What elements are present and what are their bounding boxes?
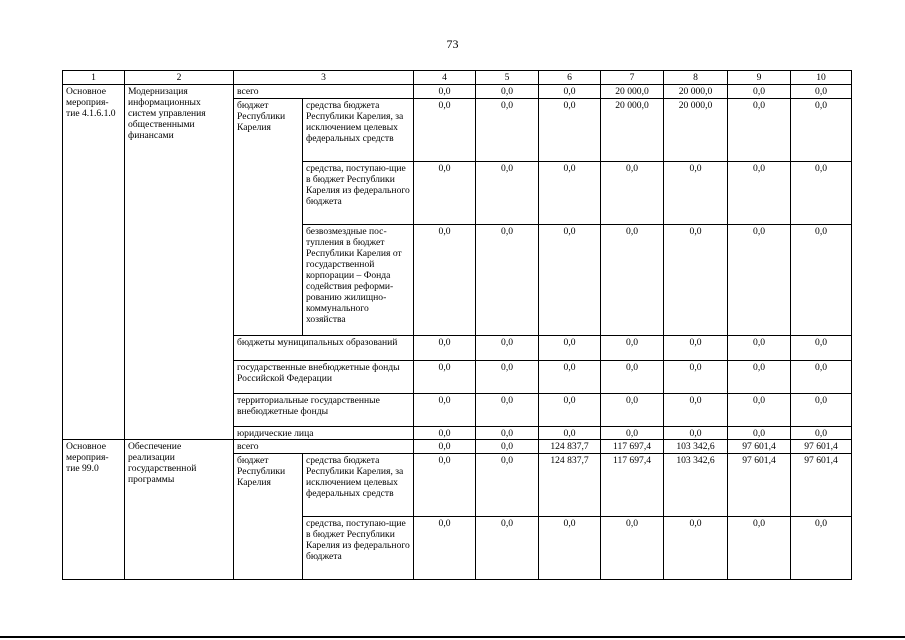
value-cell: 124 837,7 xyxy=(539,454,601,517)
column-number: 7 xyxy=(601,71,664,85)
value-cell: 0,0 xyxy=(791,162,852,225)
page-bottom-rule xyxy=(0,636,905,638)
value-cell: 0,0 xyxy=(476,99,539,162)
value-cell: 0,0 xyxy=(414,225,476,336)
value-cell: 0,0 xyxy=(539,394,601,427)
value-cell: 0,0 xyxy=(601,361,664,394)
value-cell: 0,0 xyxy=(476,394,539,427)
value-cell: 97 601,4 xyxy=(728,454,791,517)
value-cell: 0,0 xyxy=(601,517,664,580)
value-cell: 117 697,4 xyxy=(601,440,664,454)
source-label: всего xyxy=(234,85,414,99)
value-cell: 0,0 xyxy=(664,336,728,361)
value-cell: 0,0 xyxy=(414,85,476,99)
value-cell: 0,0 xyxy=(664,361,728,394)
column-number-row xyxy=(63,71,852,85)
value-cell: 0,0 xyxy=(414,427,476,440)
source-label: безвозмездные пос-тупления в бюджет Республики Карелия от государственной корпорации – Фонда содействия реформи-рованию жилищно-коммунального хозяйства xyxy=(303,225,414,336)
value-cell: 0,0 xyxy=(476,440,539,454)
table-row xyxy=(63,440,852,454)
value-cell: 0,0 xyxy=(539,99,601,162)
value-cell: 0,0 xyxy=(414,361,476,394)
event-name: Модернизация информационных систем управления общественными финансами xyxy=(125,85,234,440)
value-cell: 0,0 xyxy=(476,225,539,336)
budget-label: бюджет Республики Карелия xyxy=(234,99,303,336)
source-label: территориальные государственные внебюджетные фонды xyxy=(234,394,414,427)
column-number: 5 xyxy=(476,71,539,85)
value-cell: 0,0 xyxy=(414,99,476,162)
column-number: 10 xyxy=(791,71,852,85)
value-cell: 0,0 xyxy=(664,517,728,580)
source-label: средства, поступаю-щие в бюджет Республики Карелия из федерального бюджета xyxy=(303,517,414,580)
column-number: 6 xyxy=(539,71,601,85)
value-cell: 0,0 xyxy=(539,162,601,225)
value-cell: 0,0 xyxy=(601,225,664,336)
table-row xyxy=(63,85,852,99)
value-cell: 0,0 xyxy=(476,85,539,99)
value-cell: 0,0 xyxy=(791,394,852,427)
value-cell: 97 601,4 xyxy=(791,440,852,454)
value-cell: 0,0 xyxy=(476,427,539,440)
value-cell: 117 697,4 xyxy=(601,454,664,517)
value-cell: 0,0 xyxy=(791,99,852,162)
value-cell: 0,0 xyxy=(539,225,601,336)
value-cell: 0,0 xyxy=(539,85,601,99)
source-label: государственные внебюджетные фонды Российской Федерации xyxy=(234,361,414,394)
value-cell: 97 601,4 xyxy=(791,454,852,517)
value-cell: 103 342,6 xyxy=(664,440,728,454)
column-number: 3 xyxy=(234,71,414,85)
value-cell: 0,0 xyxy=(791,225,852,336)
value-cell: 0,0 xyxy=(791,517,852,580)
source-label: бюджеты муниципальных образований xyxy=(234,336,414,361)
value-cell: 0,0 xyxy=(791,336,852,361)
source-label: юридические лица xyxy=(234,427,414,440)
source-label: средства, поступаю-щие в бюджет Республики Карелия из федерального бюджета xyxy=(303,162,414,225)
column-number: 2 xyxy=(125,71,234,85)
value-cell: 20 000,0 xyxy=(601,99,664,162)
value-cell: 0,0 xyxy=(791,361,852,394)
value-cell: 20 000,0 xyxy=(664,85,728,99)
value-cell: 0,0 xyxy=(601,162,664,225)
source-label: средства бюджета Республики Карелия, за исключением целевых федеральных средств xyxy=(303,99,414,162)
source-label: всего xyxy=(234,440,414,454)
value-cell: 0,0 xyxy=(728,85,791,99)
budget-label: бюджет Республики Карелия xyxy=(234,454,303,580)
value-cell: 0,0 xyxy=(476,336,539,361)
value-cell: 0,0 xyxy=(414,454,476,517)
event-name: Обеспечение реализации государственной программы xyxy=(125,440,234,580)
value-cell: 0,0 xyxy=(728,361,791,394)
value-cell: 0,0 xyxy=(476,162,539,225)
value-cell: 0,0 xyxy=(664,427,728,440)
value-cell: 0,0 xyxy=(414,517,476,580)
value-cell: 97 601,4 xyxy=(728,440,791,454)
value-cell: 0,0 xyxy=(728,394,791,427)
budget-table xyxy=(62,70,852,580)
column-number: 1 xyxy=(63,71,125,85)
value-cell: 0,0 xyxy=(414,394,476,427)
value-cell: 0,0 xyxy=(539,427,601,440)
value-cell: 0,0 xyxy=(414,162,476,225)
column-number: 8 xyxy=(664,71,728,85)
column-number: 9 xyxy=(728,71,791,85)
value-cell: 0,0 xyxy=(664,162,728,225)
value-cell: 0,0 xyxy=(728,517,791,580)
value-cell: 0,0 xyxy=(601,336,664,361)
value-cell: 0,0 xyxy=(728,225,791,336)
value-cell: 0,0 xyxy=(791,85,852,99)
page-number: 73 xyxy=(446,37,459,51)
source-label: средства бюджета Республики Карелия, за исключением целевых федеральных средств xyxy=(303,454,414,517)
event-code: Основное мероприя-тие 4.1.6.1.0 xyxy=(63,85,125,440)
value-cell: 0,0 xyxy=(791,427,852,440)
value-cell: 0,0 xyxy=(601,394,664,427)
value-cell: 0,0 xyxy=(414,440,476,454)
value-cell: 124 837,7 xyxy=(539,440,601,454)
value-cell: 0,0 xyxy=(728,427,791,440)
value-cell: 20 000,0 xyxy=(664,99,728,162)
value-cell: 0,0 xyxy=(728,162,791,225)
value-cell: 0,0 xyxy=(539,361,601,394)
value-cell: 0,0 xyxy=(539,336,601,361)
value-cell: 0,0 xyxy=(476,517,539,580)
value-cell: 20 000,0 xyxy=(601,85,664,99)
event-code: Основное мероприя-тие 99.0 xyxy=(63,440,125,580)
value-cell: 0,0 xyxy=(664,394,728,427)
value-cell: 0,0 xyxy=(476,454,539,517)
value-cell: 0,0 xyxy=(414,336,476,361)
value-cell: 103 342,6 xyxy=(664,454,728,517)
value-cell: 0,0 xyxy=(539,517,601,580)
value-cell: 0,0 xyxy=(601,427,664,440)
value-cell: 0,0 xyxy=(728,99,791,162)
column-number: 4 xyxy=(414,71,476,85)
value-cell: 0,0 xyxy=(728,336,791,361)
value-cell: 0,0 xyxy=(664,225,728,336)
value-cell: 0,0 xyxy=(476,361,539,394)
